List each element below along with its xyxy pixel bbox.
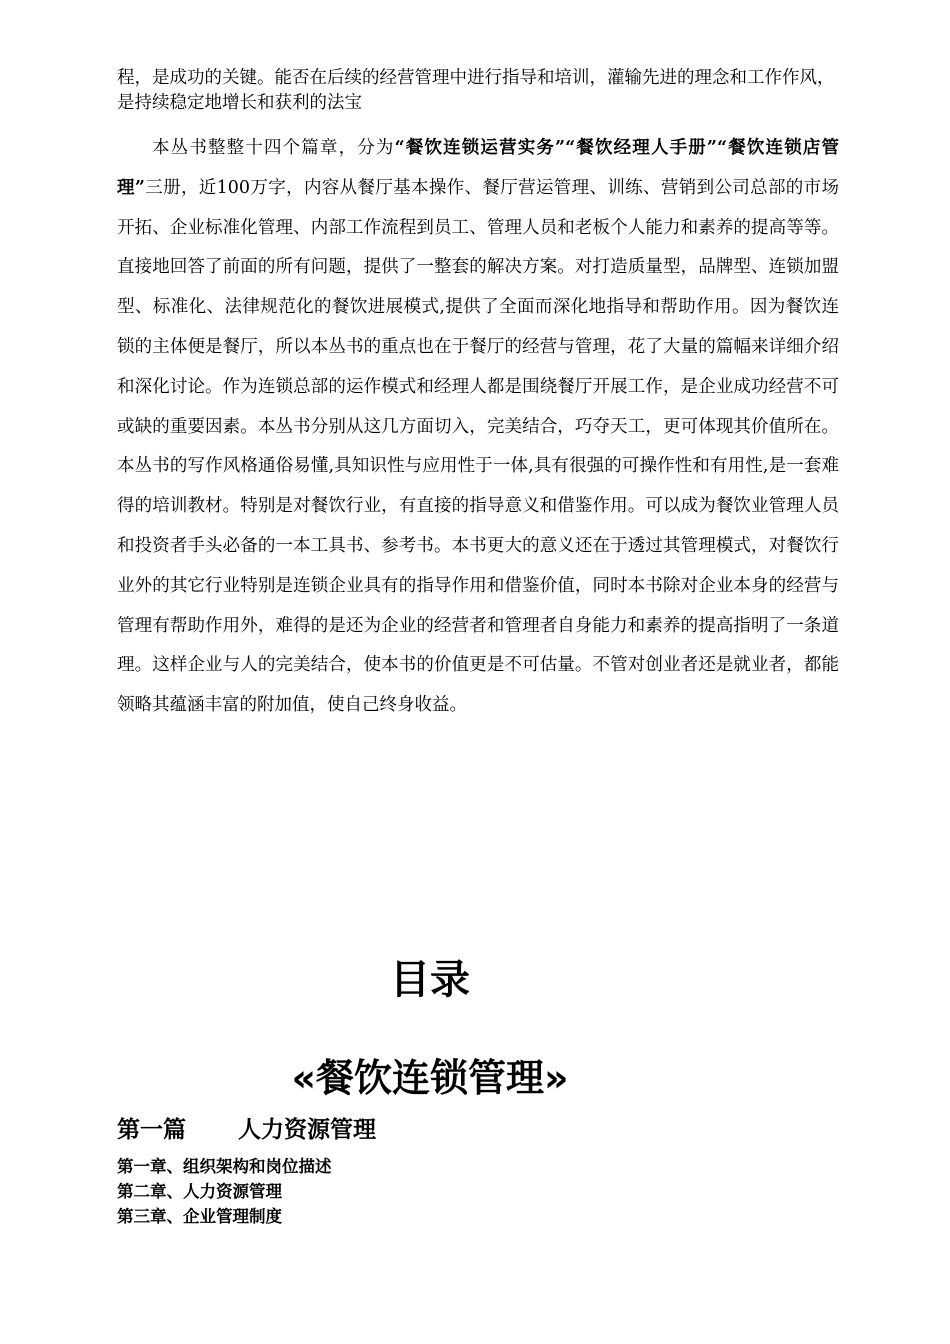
part-number: 第一篇 (117, 1117, 186, 1143)
chapter-list (117, 1154, 332, 1229)
body-paragraph (117, 129, 839, 726)
part-heading (117, 1112, 376, 1148)
chapter-item: 第一章、组织架构和岗位描述 (117, 1157, 332, 1176)
toc-title: 目录 (390, 957, 470, 1003)
intro-paragraph: 程，是成功的关键。能否在后续的经营管理中进行指导和培训，灌输先进的理念和工作作风，是持续稳定地增长和获利的法宝 (117, 68, 835, 113)
book-series-titles: “餐饮连锁运营实务”“餐饮经理人手册”“餐饮连锁店管理” (117, 138, 840, 198)
chapter-item: 第二章、人力资源管理 (117, 1182, 282, 1201)
part-name: 人力资源管理 (238, 1117, 376, 1143)
body-lead-text: 本丛书整整十四个篇章，分为 (152, 138, 395, 158)
body-rest-text: 三册，近100万字，内容从餐厅基本操作、餐厅营运管理、训练、营销到公司总部的市场开拓、企业标准化管理、内部工作流程到员工、管理人员和老板个人能力和素养的提高等等。直接地回答了前面的所有问题，提供了一整套的解决方案。对打造质量型，品牌型、连锁加盟型、标准化、法律规范化的餐饮进展模式,提供了全面而深化地指导和帮助作用。因为餐饮连锁的主体便是餐厅，所以本丛书的重点也在于餐厅的经营与管理，花了大量的篇幅来详细介绍和深化讨论。作为连锁总部的运作模式和经理人都是围绕餐厅开展工作，是企业成功经营不可或缺的重要因素。本丛书分别从这几方面切入，完美结合，巧夺天工，更可体现其价值所在。本丛书的写作风格通俗易懂,具知识性与应用性于一体,具有很强的可操作性和有用性,是一套难得的培训教材。特别是对餐饮行业，有直接的指导意义和借鉴作用。可以成为餐饮业管理人员和投资者手头必备的一本工具书、参考书。本书更大的意义还在于透过其管理模式，对餐饮行业外的其它行业特别是连锁企业具有的指导作用和借鉴价值，同时本书除对企业本身的经营与管理有帮助作用外，难得的是还为企业的经营者和管理者自身能力和素养的提高指明了一条道理。这样企业与人的完美结合，使本书的价值更是不可估量。不管对创业者还是就业者，都能领略其蕴涵丰富的附加值，使自己终身收益。 (117, 177, 839, 716)
book-title: «餐饮连锁管理» (291, 1056, 569, 1100)
chapter-item: 第三章、企业管理制度 (117, 1207, 282, 1226)
